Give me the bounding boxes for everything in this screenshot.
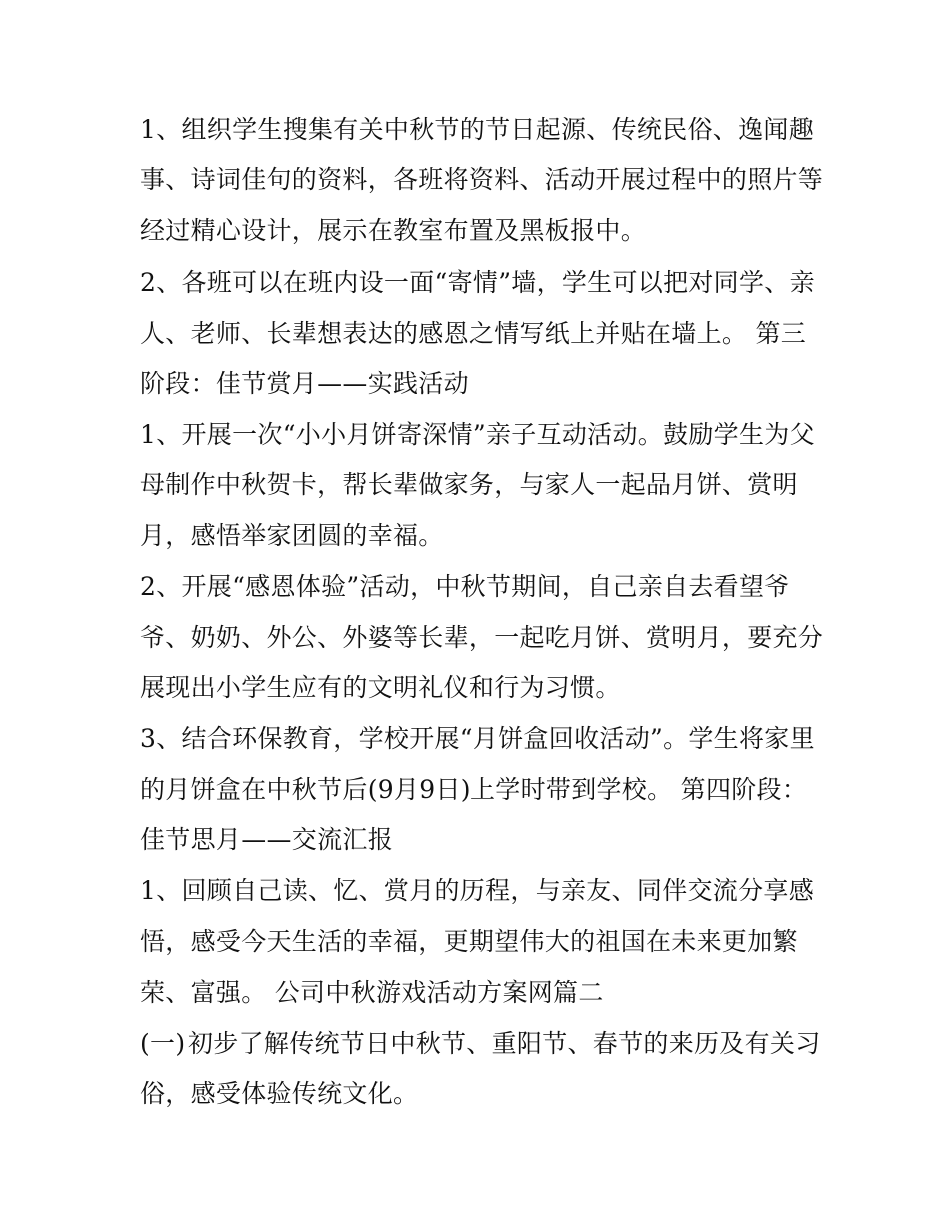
text-line: 事、诗词佳句的资料，各班将资料、活动开展过程中的照片等 [140, 165, 824, 194]
text-line: 悟，感受今天生活的幸福，更期望伟大的祖国在未来更加繁 [140, 927, 798, 956]
text-line: 展现出小学生应有的文明礼仪和行为习惯。 [140, 673, 621, 702]
text-line: 1、开展一次“小小月饼寄深情”亲子互动活动。鼓励学生为父 [140, 420, 815, 449]
text-line: 母制作中秋贺卡，帮长辈做家务，与家人一起品月饼、赏明 [140, 470, 798, 499]
text-line: (一) [140, 1029, 186, 1058]
text-line: 3、结合环保教育，学校开展“月饼盒回收活动”。学生将家里 [140, 724, 815, 753]
text-line: 人、老师、长辈想表达的感恩之情写纸上并贴在墙上。 第三 [140, 319, 807, 348]
text-line: 2、开展“感恩体验”活动，中秋节期间，自己亲自去看望爷 [140, 572, 790, 601]
section-heading: 佳节思月——交流汇报 [140, 825, 394, 854]
text-line: 经过精心设计，展示在教室布置及黑板报中。 [140, 216, 647, 245]
text-line: 1、回顾自己读、忆、赏月的历程，与亲友、同伴交流分享感 [140, 876, 815, 905]
text-line: 2、各班可以在班内设一面“寄情”墙，学生可以把对同学、亲 [140, 268, 815, 297]
text-line: 1、组织学生搜集有关中秋节的节日起源、传统民俗、逸闻趣 [140, 115, 815, 144]
text-line-continuation: 上学时带到学校。 第四阶段： [470, 775, 808, 804]
text-line: 荣、富强。 公司中秋游戏活动方案网篇二 [140, 978, 604, 1007]
text-line-continuation: 初步了解传统节日中秋节、重阳节、春节的来历及有关习 [188, 1029, 821, 1058]
text-line: 俗，感受体验传统文化。 [140, 1079, 419, 1108]
section-heading: 阶段：佳节赏月——实践活动 [140, 369, 469, 398]
text-line: 的月饼盒在中秋节后(9月9日) [140, 775, 471, 804]
text-line: 月，感悟举家团圆的幸福。 [140, 521, 444, 550]
text-line: 爷、奶奶、外公、外婆等长辈，一起吃月饼、赏明月，要充分 [140, 623, 824, 652]
